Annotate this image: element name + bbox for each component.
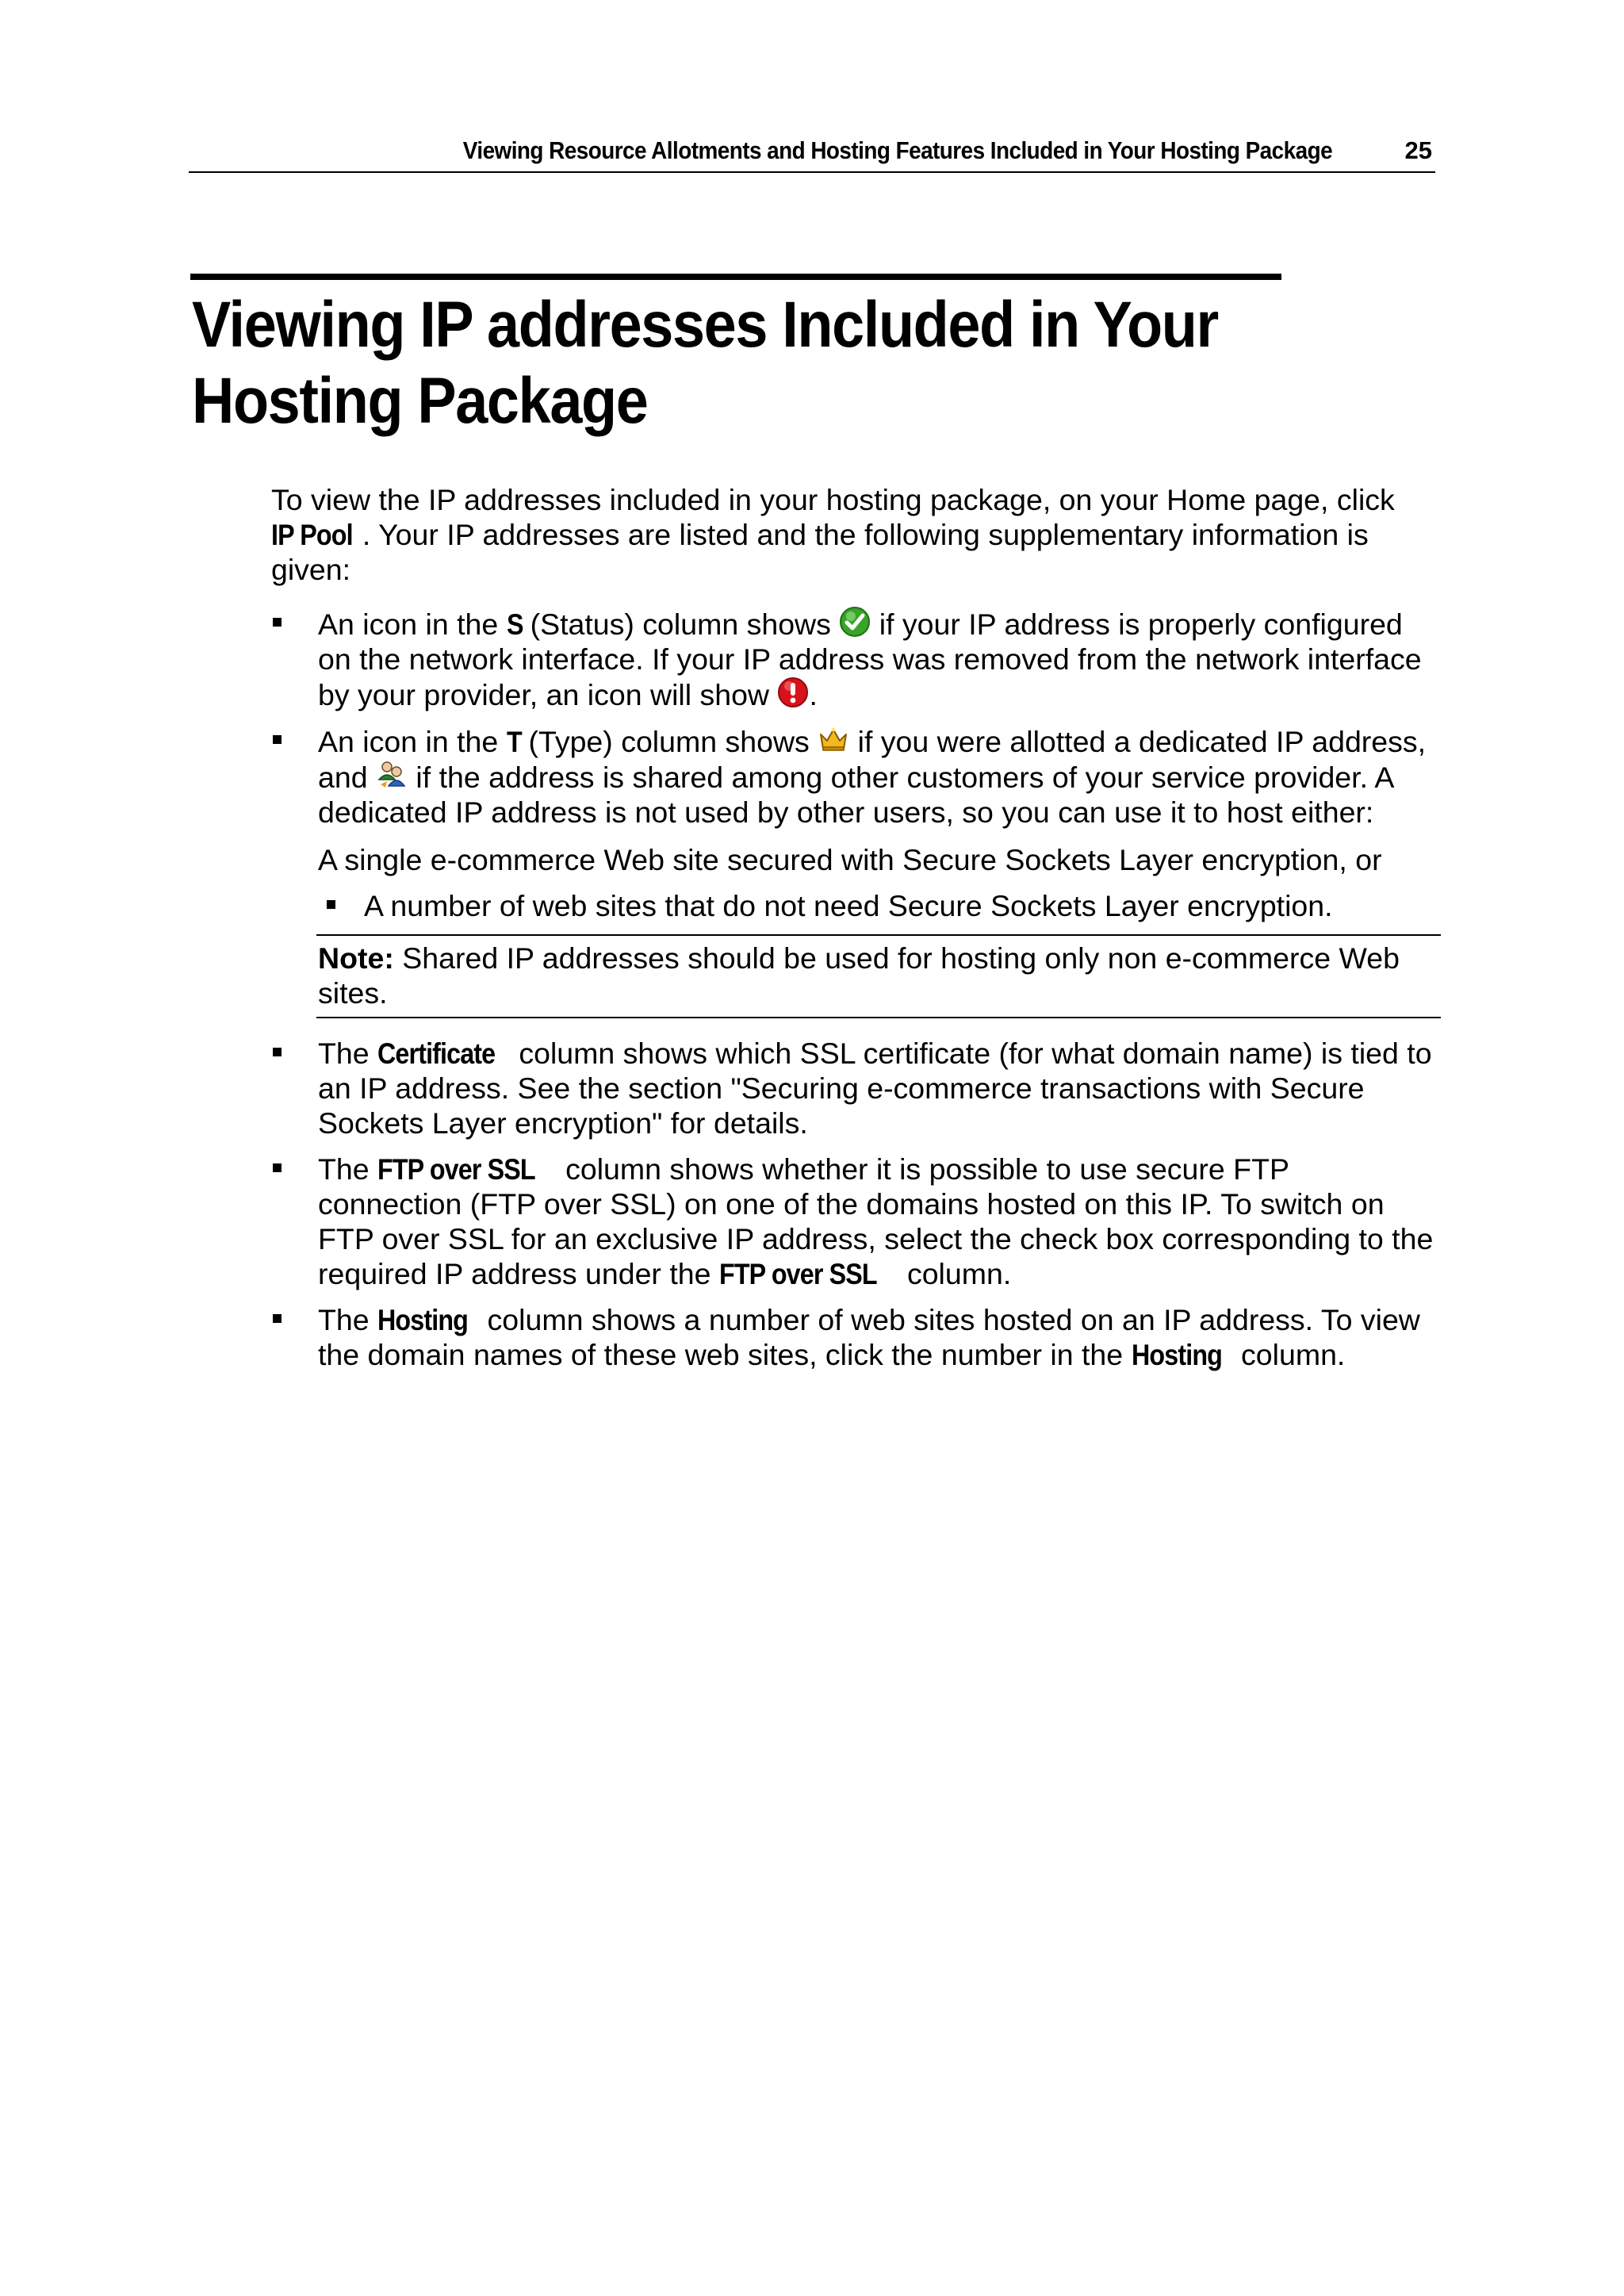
list-item-status [271, 606, 1437, 712]
sub-paragraph: A single e-commerce Web site secured with Secure Sockets Layer encryption, or [318, 843, 1382, 876]
type-column-term: T [506, 725, 522, 758]
page-number: 25 [1404, 136, 1432, 164]
certificate-column-term: Certificate [377, 1037, 496, 1070]
hosting-text-2: column shows a number of web sites hosted on an IP address. To view the domain names of these web sites, click the number in the [318, 1303, 1420, 1371]
note-text: Shared IP addresses should be used for hosting only non e-commerce Web sites. [318, 941, 1400, 1010]
status-text-2: (Status) column shows [522, 608, 840, 641]
ftp-text-3: column. [898, 1257, 1012, 1290]
heading-rule [190, 274, 1281, 280]
list-item-hosting [271, 1302, 1437, 1372]
running-header-title: Viewing Resource Allotments and Hosting Features Included in Your Hosting Package [462, 136, 1332, 164]
page-title: Viewing IP addresses Included in Your Hosting Package [192, 289, 1218, 437]
hosting-text-1: The [318, 1303, 378, 1336]
ftp-column-term-2: FTP over SSL [718, 1257, 877, 1290]
red-exclamation-icon [777, 677, 809, 708]
running-header [189, 133, 1435, 173]
sub-list-item: A number of web sites that do not need Secure Sockets Layer encryption. [318, 888, 1437, 923]
list-item-certificate [271, 1036, 1437, 1140]
intro-text-2: . Your IP addresses are listed and the following supplementary information is given: [271, 518, 1369, 586]
status-text-1: An icon in the [318, 608, 507, 641]
status-text-3: if your IP address is properly configured on the network interface. If your IP address was removed from the network interface by your provider, an icon will show [318, 608, 1422, 711]
status-text-4: . [809, 678, 818, 711]
intro-paragraph [271, 482, 1437, 587]
type-text-2: (Type) column shows [520, 725, 818, 758]
list-item-type [271, 723, 1437, 1018]
ip-pool-term: IP Pool [271, 518, 353, 551]
shared-users-icon [376, 759, 408, 791]
type-text-3: if you were allotted a dedicated IP address, and [318, 725, 1427, 794]
type-text-1: An icon in the [318, 725, 507, 758]
note-label: Note: [318, 941, 394, 975]
certificate-text-2: column shows which SSL certificate (for what domain name) is tied to an IP address. See the section "Securing e-commerce transactions with Secure Sockets Layer encryption" for details. [318, 1037, 1432, 1140]
info-list [271, 606, 1437, 1372]
ftp-column-term: FTP over SSL [377, 1152, 535, 1186]
status-column-term: S [506, 608, 523, 641]
hosting-text-3: column. [1232, 1338, 1346, 1371]
hosting-column-term-2: Hosting [1131, 1338, 1222, 1371]
intro-text-1: To view the IP addresses included in your hosting package, on your Home page, click [271, 483, 1395, 516]
ftp-text-2: column shows whether it is possible to use secure FTP connection (FTP over SSL) on one of the domains hosted on this IP. To switch on FTP over SSL for an exclusive IP address, select the check box corresponding to the required IP address under the [318, 1152, 1434, 1290]
sub-list [318, 888, 1437, 923]
note-box [316, 934, 1441, 1018]
type-text-4: if the address is shared among other customers of your service provider. A dedicated IP address is not used by other users, so you can use it to host either: [318, 761, 1393, 829]
hosting-column-term: Hosting [377, 1303, 469, 1336]
ftp-text-1: The [318, 1152, 378, 1186]
main-content [271, 482, 1437, 1383]
list-item-ftp-over-ssl [271, 1152, 1437, 1291]
certificate-text-1: The [318, 1037, 378, 1070]
green-check-icon [839, 606, 871, 638]
crown-icon [818, 723, 849, 755]
